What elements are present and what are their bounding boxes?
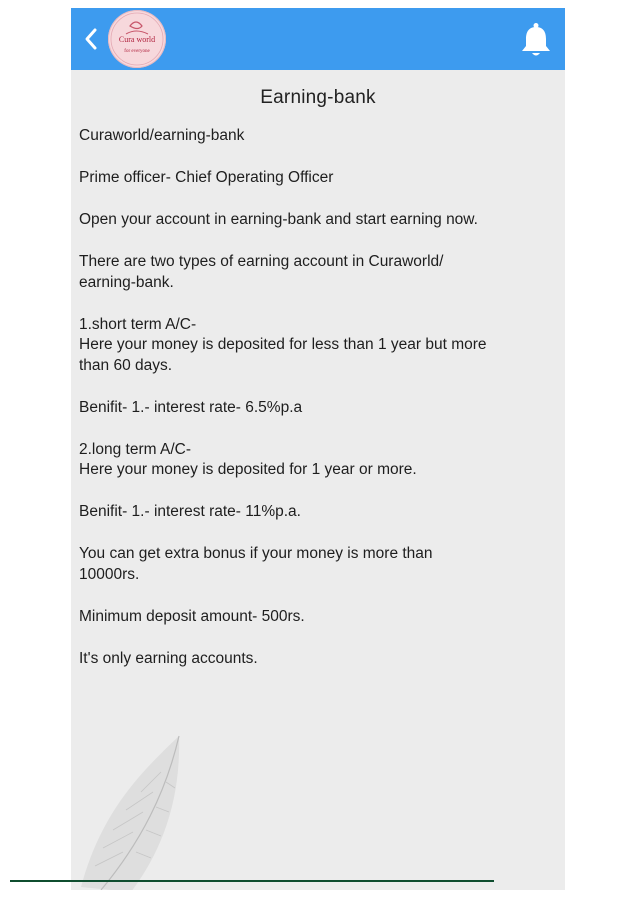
- text-line: Benifit- 1.- interest rate- 11%p.a.: [79, 503, 301, 520]
- svg-text:for everyone: for everyone: [124, 49, 150, 54]
- text-line: 10000rs.: [79, 565, 140, 583]
- leaf-decoration: [71, 732, 251, 890]
- text-line: than 60 days.: [79, 356, 173, 374]
- text-line: It's only earning accounts.: [79, 649, 258, 667]
- text-line: There are two types of earning account in Curaworld/: [79, 253, 444, 270]
- notifications-button[interactable]: [518, 20, 554, 60]
- body-text: [79, 126, 554, 691]
- paragraph: [79, 649, 554, 670]
- paragraph: [79, 252, 554, 293]
- svg-text:Cura world: Cura world: [118, 35, 156, 44]
- text-line: 1.short term A/C-: [79, 315, 197, 333]
- text-line: Curaworld/earning-bank: [79, 127, 245, 144]
- bottom-divider: [10, 880, 494, 882]
- chevron-left-icon: [84, 27, 98, 51]
- text-line: Here your money is deposited for 1 year or more.: [79, 461, 417, 478]
- text-line: Open your account in earning-bank and start earning now.: [79, 211, 478, 228]
- app-logo: [108, 10, 166, 68]
- paragraph: [79, 607, 554, 628]
- paragraph: [79, 502, 554, 523]
- page-title: Earning-bank: [260, 87, 376, 108]
- bell-icon: [520, 22, 552, 58]
- paragraph: [79, 440, 554, 481]
- back-button[interactable]: [79, 24, 103, 54]
- text-line: Benifit- 1.- interest rate- 6.5%p.a: [79, 398, 303, 416]
- paragraph: [79, 544, 554, 585]
- paragraph: [79, 168, 554, 189]
- text-line: Minimum deposit amount- 500rs.: [79, 607, 305, 625]
- text-line: Prime officer- Chief Operating Officer: [79, 169, 334, 186]
- app-header: [71, 8, 565, 70]
- paragraph: [79, 126, 554, 147]
- text-line: You can get extra bonus if your money is more than: [79, 545, 433, 562]
- text-line: 2.long term A/C-: [79, 440, 191, 458]
- paragraph: [79, 210, 554, 231]
- paragraph: [79, 398, 554, 419]
- paragraph: [79, 315, 554, 377]
- content-area: [71, 70, 565, 890]
- app-screen: [71, 8, 565, 890]
- text-line: earning-bank.: [79, 273, 174, 291]
- text-line: Here your money is deposited for less than 1 year but more: [79, 336, 487, 353]
